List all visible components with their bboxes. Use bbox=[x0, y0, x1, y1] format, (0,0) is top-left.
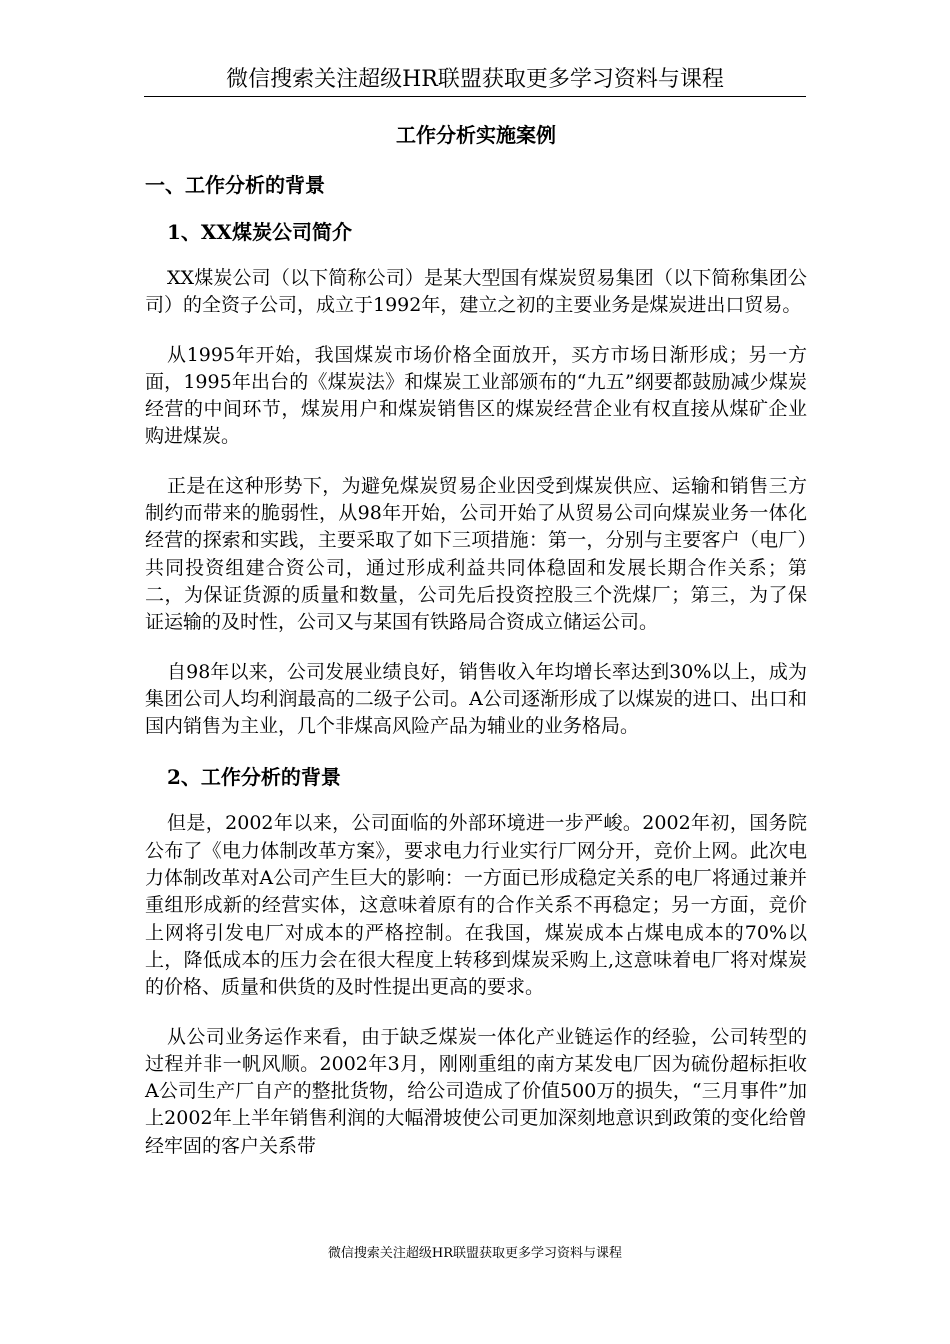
subsection-heading-analysis-background: 2、工作分析的背景 bbox=[167, 765, 341, 790]
subsection-heading-company-intro: 1、XX煤炭公司简介 bbox=[167, 220, 352, 244]
document-body bbox=[145, 120, 807, 1182]
section-heading: 一、工作分析的背景 bbox=[145, 173, 325, 197]
paragraph: XX煤炭公司（以下简称公司）是某大型国有煤炭贸易集团（以下简称集团公司）的全资子公司，成立于1992年，建立之初的主要业务是煤炭进出口贸易。 bbox=[145, 267, 807, 317]
paragraph: 正是在这种形势下，为避免煤炭贸易企业因受到煤炭供应、运输和销售三方制约而带来的脆弱性，从98年开始，公司开始了从贸易公司向煤炭业务一体化经营的探索和实践，主要采取了如下三项措施：第一，分别与主要客户（电厂）共同投资组建合资公司，通过形成利益共同体稳固和发展长期合作关系；第二，为保证货源的质量和数量，公司先后投资控股三个洗煤厂；第三，为了保证运输的及时性，公司又与某国有铁路局合资成立储运公司。 bbox=[145, 474, 807, 634]
paragraph: 但是，2002年以来，公司面临的外部环境进一步严峻。2002年初，国务院公布了《电力体制改革方案》，要求电力行业实行厂网分开，竞价上网。此次电力体制改革对A公司产生巨大的影响：一方面已形成稳定关系的电厂将通过兼并重组形成新的经营实体，这意味着原有的合作关系不再稳定；另一方面，竞价上网将引发电厂对成本的严格控制。在我国，煤炭成本占煤电成本的70%以上，降低成本的压力会在很大程度上转移到煤炭采购上,这意味着电厂将对煤炭的价格、质量和供货的及时性提出更高的要求。 bbox=[145, 812, 807, 999]
document-title: 工作分析实施案例 bbox=[396, 123, 556, 147]
header-divider bbox=[144, 96, 806, 97]
page-footer: 微信搜索关注超级HR联盟获取更多学习资料与课程 bbox=[327, 1246, 623, 1261]
paragraph: 从1995年开始，我国煤炭市场价格全面放开，买方市场日渐形成；另一方面，1995年出台的《煤炭法》和煤炭工业部颁布的“九五”纲要都鼓励减少煤炭经营的中间环节，煤炭用户和煤炭销售区的煤炭经营企业有权直接从煤矿企业购进煤炭。 bbox=[145, 343, 807, 448]
paragraph: 从公司业务运作来看，由于缺乏煤炭一体化产业链运作的经验，公司转型的过程并非一帆风顺。2002年3月，刚刚重组的南方某发电厂因为硫份超标拒收A公司生产厂自产的整批货物，给公司造成了价值500万的损失，“三月事件”加上2002年上半年销售利润的大幅滑坡使公司更加深刻地意识到政策的变化给曾经牢固的客户关系带 bbox=[145, 1025, 807, 1157]
page-header: 微信搜索关注超级HR联盟获取更多学习资料与课程 bbox=[226, 67, 724, 92]
paragraph: 自98年以来，公司发展业绩良好，销售收入年均增长率达到30%以上，成为集团公司人均利润最高的二级子公司。A公司逐渐形成了以煤炭的进口、出口和国内销售为主业，几个非煤高风险产品为辅业的业务格局。 bbox=[145, 660, 807, 738]
